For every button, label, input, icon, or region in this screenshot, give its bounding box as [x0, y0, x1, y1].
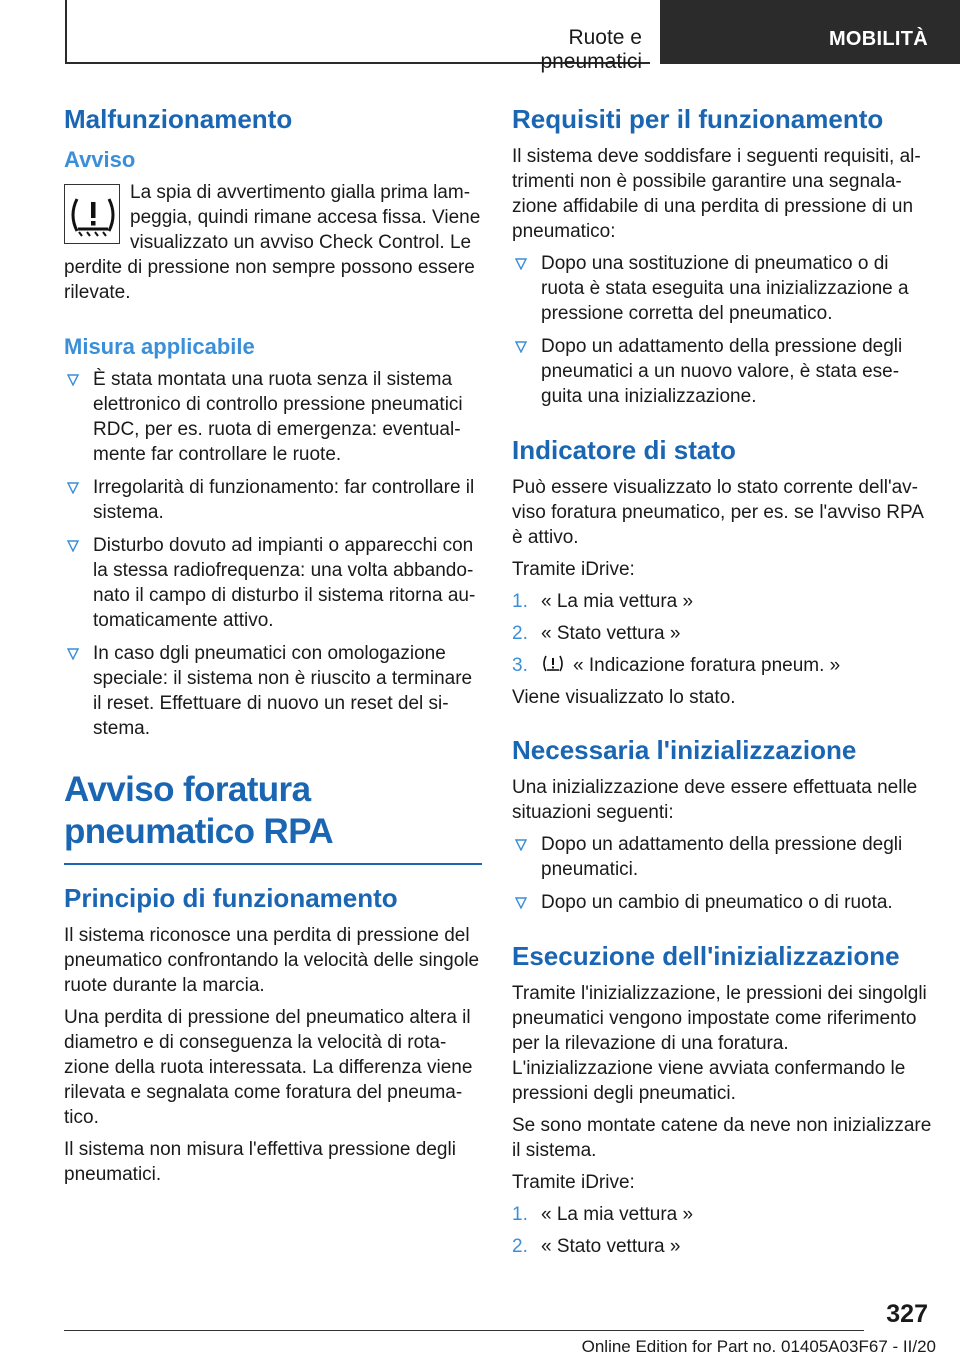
heading-avviso: Avviso	[64, 147, 136, 172]
left-column	[64, 100, 482, 1194]
steps-list-2	[512, 1202, 932, 1259]
heading-malfunzionamento: Malfunzionamento	[64, 104, 293, 134]
step-item	[512, 653, 932, 678]
page-number: 327	[886, 1300, 928, 1328]
list-item-text: Dopo un adattamento della pressione degli pneumatici.	[541, 834, 903, 880]
principio-paragraph-2: Una perdita di pressione del pneumatico altera il diametro e di conseguenza la velocità di rotazione della ruota interessata. La differenza viene rilevata e segnalata come foratura del pneumatico.	[64, 1007, 473, 1128]
header-border-left	[65, 0, 67, 64]
triangle-bullet-icon	[515, 341, 527, 353]
heading-necessaria: Necessaria l'inizializzazione	[512, 735, 857, 765]
step-item	[512, 589, 932, 614]
triangle-bullet-icon	[67, 648, 79, 660]
list-item	[512, 334, 932, 409]
heading-esecuzione: Esecuzione dell'inizializzazione	[512, 941, 900, 971]
section-rule	[64, 863, 482, 865]
section-tab	[660, 0, 960, 64]
misura-list	[64, 367, 482, 741]
list-item	[64, 367, 482, 467]
avviso-text-tail: perdite di pressione non sempre possono essere rilevate.	[64, 257, 475, 303]
triangle-bullet-icon	[515, 897, 527, 909]
list-item	[512, 251, 932, 326]
step-number: 1.	[512, 1204, 528, 1225]
triangle-bullet-icon	[515, 258, 527, 270]
list-item	[64, 533, 482, 633]
list-item	[64, 641, 482, 741]
stato-paragraph: Viene visualizzato lo stato.	[512, 687, 736, 708]
step-number: 3.	[512, 655, 528, 676]
tramite-idrive-2: Tramite iDrive:	[512, 1172, 635, 1193]
list-item-text: Dopo una sostituzione di pneumatico o di ruota è stata eseguita una inizializzazione a pressione corretta del pneumatico.	[541, 253, 909, 324]
heading-indicatore-stato: Indicatore di stato	[512, 435, 736, 465]
step-number: 2.	[512, 1236, 528, 1257]
warning-block	[64, 180, 482, 255]
requisiti-list	[512, 251, 932, 409]
heading-principio: Principio di funzionamento	[64, 883, 398, 913]
esecuzione-paragraph-1: Tramite l'inizializzazione, le pressioni dei singolgli pneumatici vengono impostate come riferimento per la rilevazione di una foratura. L'inizializzazione viene avviata confermando le pressioni degli pneumatici.	[512, 983, 927, 1104]
list-item	[512, 832, 932, 882]
heading-requisiti: Requisiti per il funzionamento	[512, 104, 884, 134]
step-text: « La mia vettura »	[541, 1204, 694, 1225]
footer-edition: Online Edition for Part no. 01405A03F67 - II/20	[581, 1337, 936, 1356]
step-text: « Stato vettura »	[541, 1236, 681, 1257]
step-item	[512, 621, 932, 646]
section-title: MOBILITÀ	[828, 28, 928, 50]
heading-avviso-foratura-rpa: Avviso foratura pneumatico RPA	[64, 770, 334, 851]
necessaria-paragraph: Una inizializzazione deve essere effettuata nelle situazioni seguenti:	[512, 777, 918, 823]
triangle-bullet-icon	[67, 540, 79, 552]
list-item-text: Dopo un adattamento della pressione degli pneumatici a un nuovo valore, è stata eseguita una inizializzazione.	[541, 336, 903, 407]
indicatore-paragraph: Può essere visualizzato lo stato corrente dell'avviso foratura pneumatico, per es. se l'avviso RPA è attivo.	[512, 477, 923, 548]
avviso-text: La spia di avvertimento gialla prima lampeggia, quindi rimane accesa fissa. Viene visualizzato un avviso Check Control. Le	[130, 182, 481, 253]
triangle-bullet-icon	[515, 839, 527, 851]
list-item	[512, 890, 932, 915]
right-column	[512, 100, 932, 1266]
tire-pressure-icon	[541, 654, 565, 674]
principio-paragraph-1: Il sistema riconosce una perdita di pressione del pneumatico confrontando la velocità delle singole ruote durante la marcia.	[64, 925, 480, 996]
steps-list-1	[512, 589, 932, 678]
list-item	[64, 475, 482, 525]
heading-misura-applicabile: Misura applicabile	[64, 334, 255, 359]
principio-paragraph-3: Il sistema non misura l'effettiva pressione degli pneumatici.	[64, 1139, 456, 1185]
step-text: « Indicazione foratura pneum. »	[573, 655, 841, 676]
step-number: 2.	[512, 623, 528, 644]
chapter-title: Ruote e pneumatici	[540, 26, 642, 73]
step-number: 1.	[512, 591, 528, 612]
list-item-text: Dopo un cambio di pneumatico o di ruota.	[541, 892, 893, 913]
list-item-text: È stata montata una ruota senza il sistema elettronico di controllo pressione pneumatici RDC, per es. ruota di emergenza: eventualmente far controllare le ruote.	[93, 369, 463, 465]
triangle-bullet-icon	[67, 374, 79, 386]
list-item-text: Irregolarità di funzionamento: far controllare il sistema.	[93, 477, 475, 523]
tire-pressure-warning-icon	[64, 184, 120, 244]
step-text: « La mia vettura »	[541, 591, 694, 612]
step-text: « Stato vettura »	[541, 623, 681, 644]
requisiti-paragraph: Il sistema deve soddisfare i seguenti requisiti, altrimenti non è possibile garantire una segnalazione affidabile di una perdita di pressione di un pneumatico:	[512, 146, 921, 242]
footer-rule	[64, 1330, 864, 1331]
list-item-text: Disturbo dovuto ad impianti o apparecchi con la stessa radiofrequenza: una volta abbandonato il campo di disturbo il sistema ritorna automaticamente attivo.	[93, 535, 476, 631]
list-item-text: In caso dgli pneumatici con omologazione speciale: il sistema non è riuscito a terminare il reset. Effettuare di nuovo un reset del sistema.	[93, 643, 473, 739]
triangle-bullet-icon	[67, 482, 79, 494]
step-item	[512, 1202, 932, 1227]
step-item	[512, 1234, 932, 1259]
tramite-idrive-1: Tramite iDrive:	[512, 559, 635, 580]
necessaria-list	[512, 832, 932, 915]
esecuzione-paragraph-2: Se sono montate catene da neve non inizializzare il sistema.	[512, 1115, 932, 1161]
